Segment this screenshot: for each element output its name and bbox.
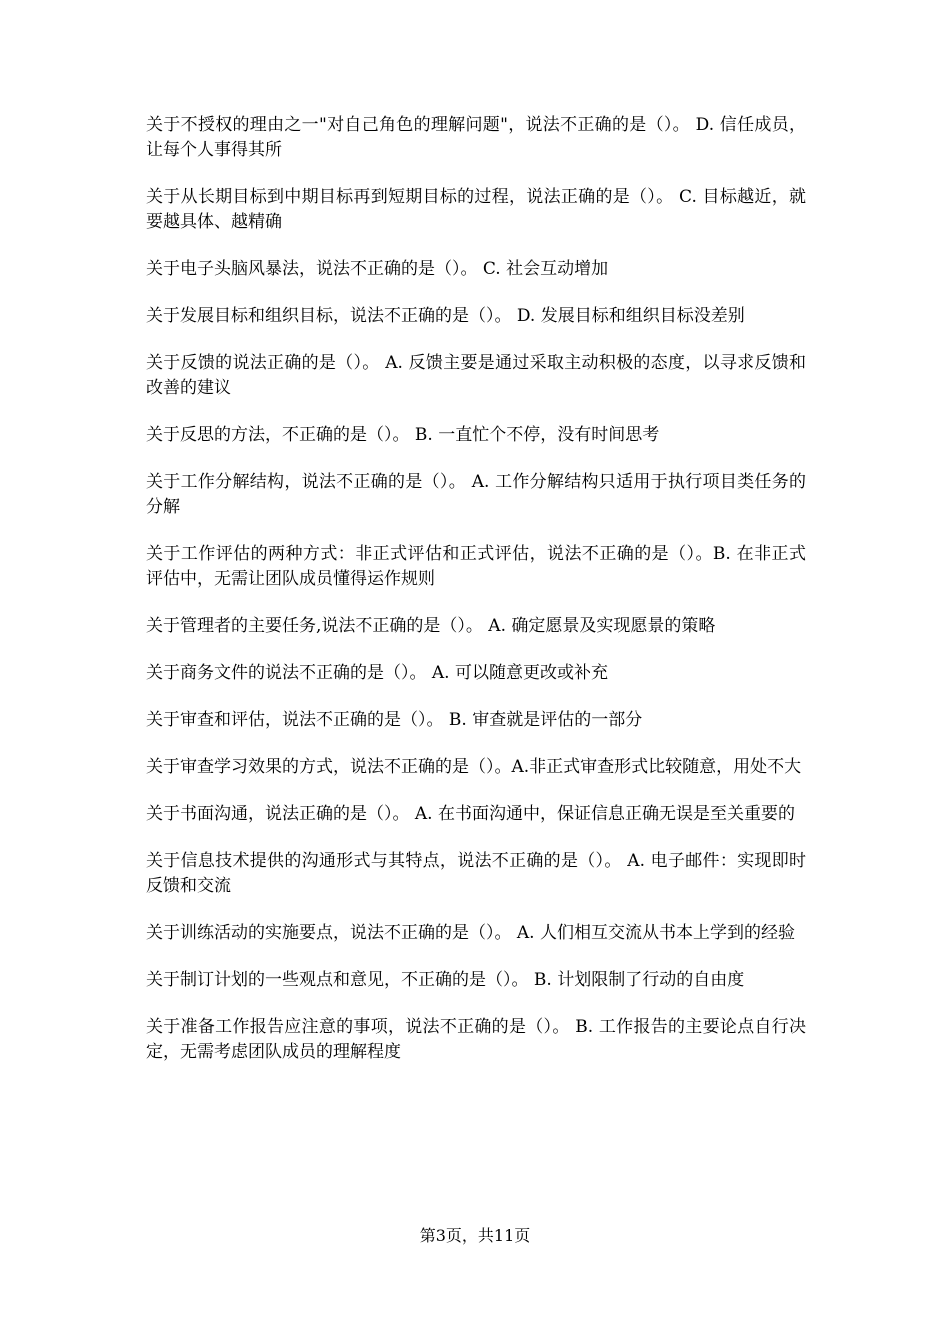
list-item: 关于工作评估的两种方式：非正式评估和正式评估，说法不正确的是（）。B. 在非正式评估中，无需让团队成员懂得运作规则 (146, 544, 806, 589)
list-item: 关于管理者的主要任务,说法不正确的是（）。 A. 确定愿景及实现愿景的策略 (146, 616, 716, 636)
list-item: 关于准备工作报告应注意的事项，说法不正确的是（）。 B. 工作报告的主要论点自行决定，无需考虑团队成员的理解程度 (146, 1017, 806, 1062)
list-item: 关于反思的方法，不正确的是（）。 B. 一直忙个不停，没有时间思考 (146, 425, 660, 445)
list-item: 关于发展目标和组织目标，说法不正确的是（）。 D. 发展目标和组织目标没差别 (146, 306, 745, 326)
list-item: 关于工作分解结构，说法不正确的是（）。 A. 工作分解结构只适用于执行项目类任务的分解 (146, 472, 806, 517)
list-item: 关于不授权的理由之一"对自己角色的理解问题"，说法不正确的是（）。 D. 信任成员，让每个人事得其所 (146, 115, 806, 160)
list-item: 关于审查和评估，说法不正确的是（）。 B. 审查就是评估的一部分 (146, 710, 643, 730)
list-item: 关于商务文件的说法不正确的是（）。 A. 可以随意更改或补充 (146, 663, 608, 683)
list-item: 关于从长期目标到中期目标再到短期目标的过程，说法正确的是（）。 C. 目标越近，就要越具体、越精确 (146, 187, 806, 232)
list-item: 关于信息技术提供的沟通形式与其特点，说法不正确的是（）。 A. 电子邮件：实现即时反馈和交流 (146, 851, 806, 896)
list-item: 关于训练活动的实施要点，说法不正确的是（）。 A. 人们相互交流从书本上学到的经验 (146, 923, 795, 943)
question-answer-list (146, 113, 806, 1087)
list-item: 关于制订计划的一些观点和意见，不正确的是（）。 B. 计划限制了行动的自由度 (146, 970, 745, 990)
page-number-footer: 第3页，共11页 (419, 1226, 531, 1245)
list-item: 关于审查学习效果的方式，说法不正确的是（）。A.非正式审查形式比较随意，用处不大 (146, 757, 802, 777)
list-item: 关于电子头脑风暴法，说法不正确的是（）。 C. 社会互动增加 (146, 259, 609, 279)
list-item: 关于书面沟通，说法正确的是（）。 A. 在书面沟通中，保证信息正确无误是至关重要的 (146, 804, 795, 824)
list-item: 关于反馈的说法正确的是（）。 A. 反馈主要是通过采取主动积极的态度，以寻求反馈和改善的建议 (146, 353, 806, 398)
